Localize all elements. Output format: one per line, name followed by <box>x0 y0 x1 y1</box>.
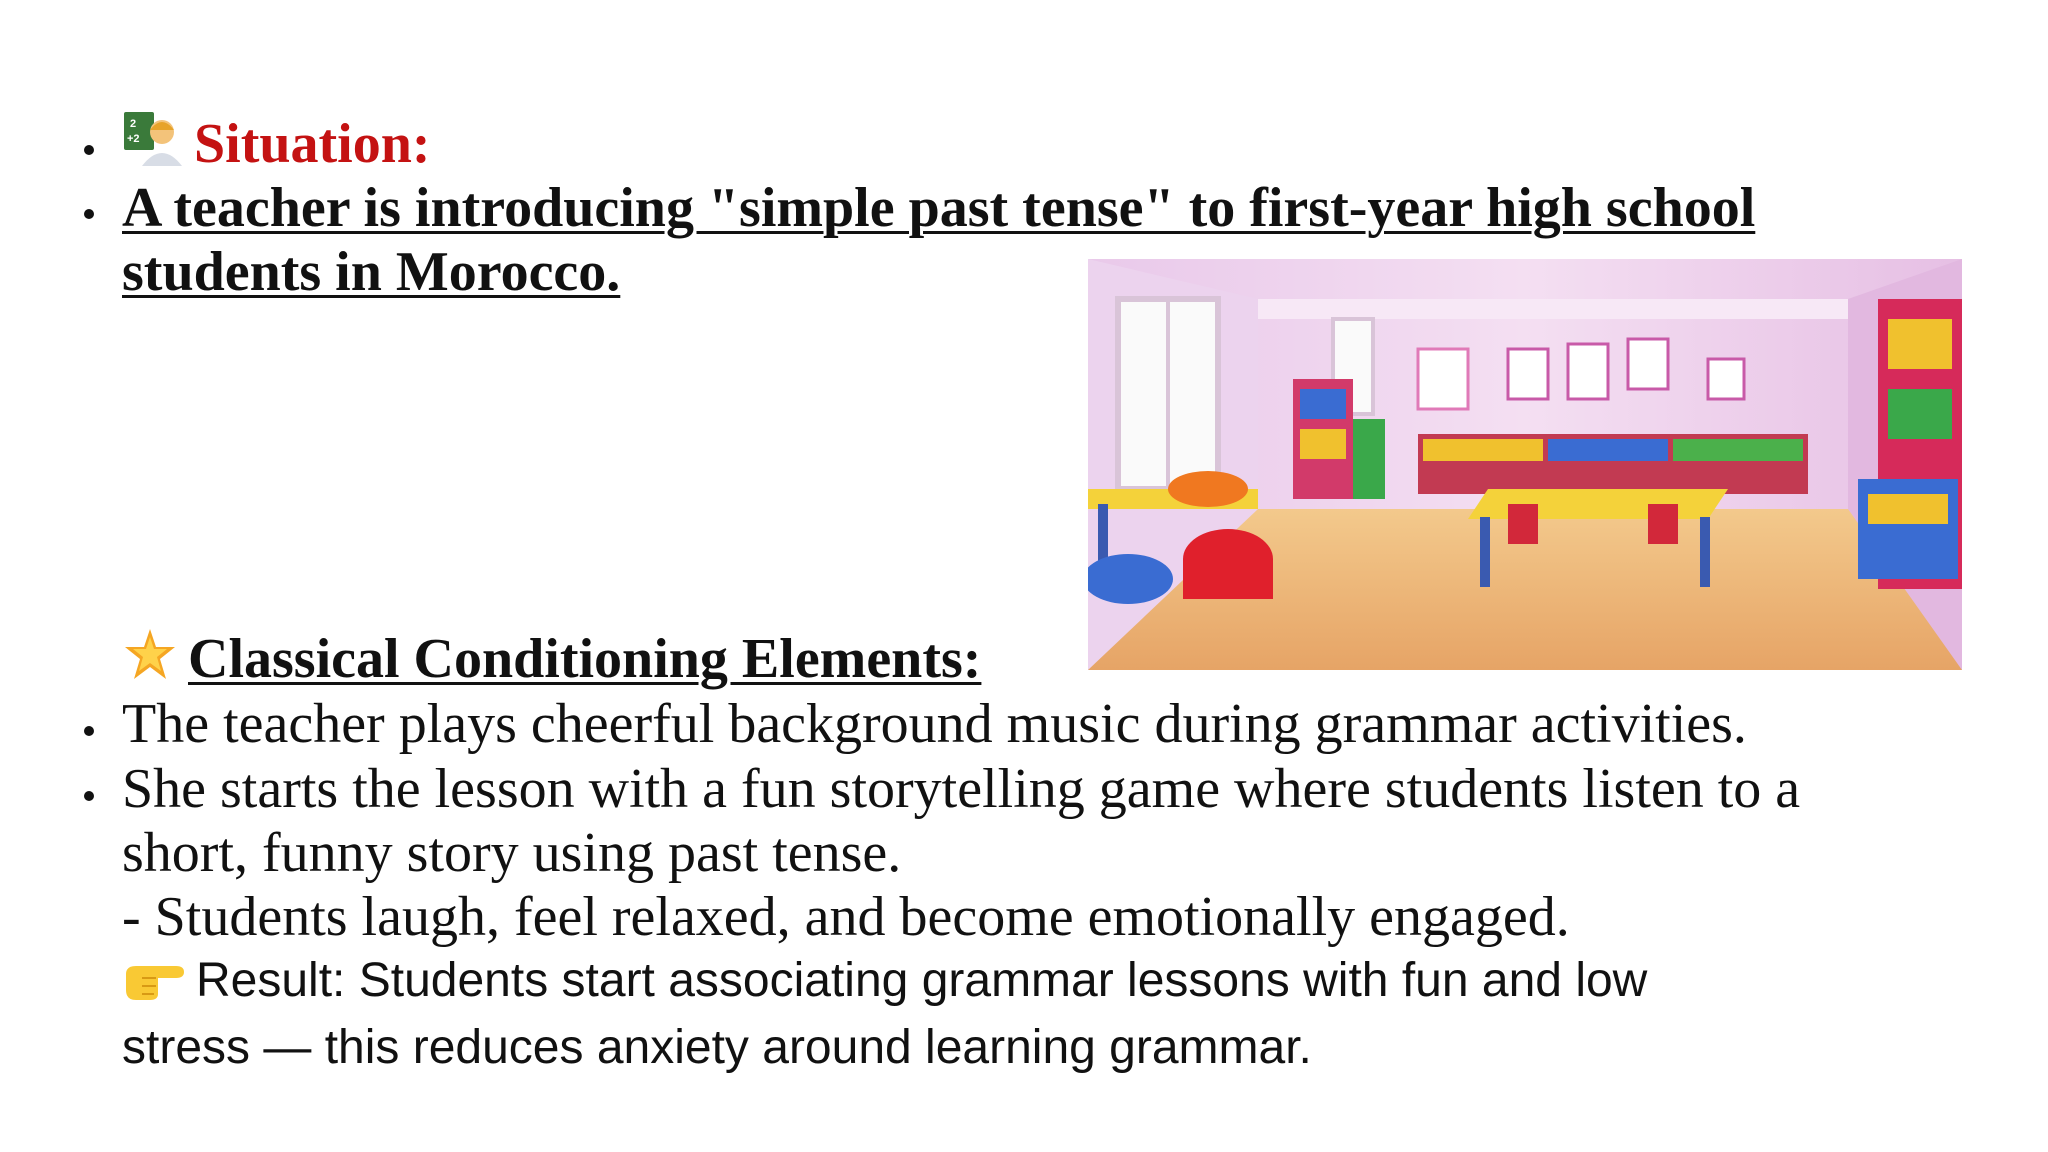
bullet-storytelling-line1: She starts the lesson with a fun storytelling game where students listen to a <box>122 758 1801 820</box>
svg-text:2: 2 <box>130 118 137 130</box>
star-icon <box>122 627 178 697</box>
svg-text:+2: +2 <box>127 133 140 145</box>
bullet-dot <box>84 791 94 801</box>
result-line1-row <box>122 953 1647 1014</box>
elements-heading: Classical Conditioning Elements: <box>188 628 982 690</box>
result-line1: Result: Students start associating grammar lessons with fun and low <box>196 954 1648 1007</box>
situation-heading-row <box>122 110 431 182</box>
bullet-music: The teacher plays cheerful background music during grammar activities. <box>122 693 1747 755</box>
effect-line: - Students laugh, feel relaxed, and become emotionally engaged. <box>122 886 1570 948</box>
classroom-illustration <box>1088 259 1962 670</box>
situation-heading: Situation: <box>194 113 431 175</box>
situation-description-line1: A teacher is introducing "simple past tense" to first-year high school <box>122 177 1756 239</box>
bullet-dot <box>84 145 94 155</box>
elements-heading-row <box>122 627 981 697</box>
situation-description-line2: students in Morocco. <box>122 241 621 303</box>
bullet-dot <box>84 209 94 219</box>
teacher-icon <box>122 110 184 182</box>
pointing-hand-icon <box>122 954 186 1014</box>
result-line2: stress — this reduces anxiety around learning grammar. <box>122 1021 1312 1074</box>
bullet-dot <box>84 726 94 736</box>
bullet-storytelling-line2: short, funny story using past tense. <box>122 822 902 884</box>
